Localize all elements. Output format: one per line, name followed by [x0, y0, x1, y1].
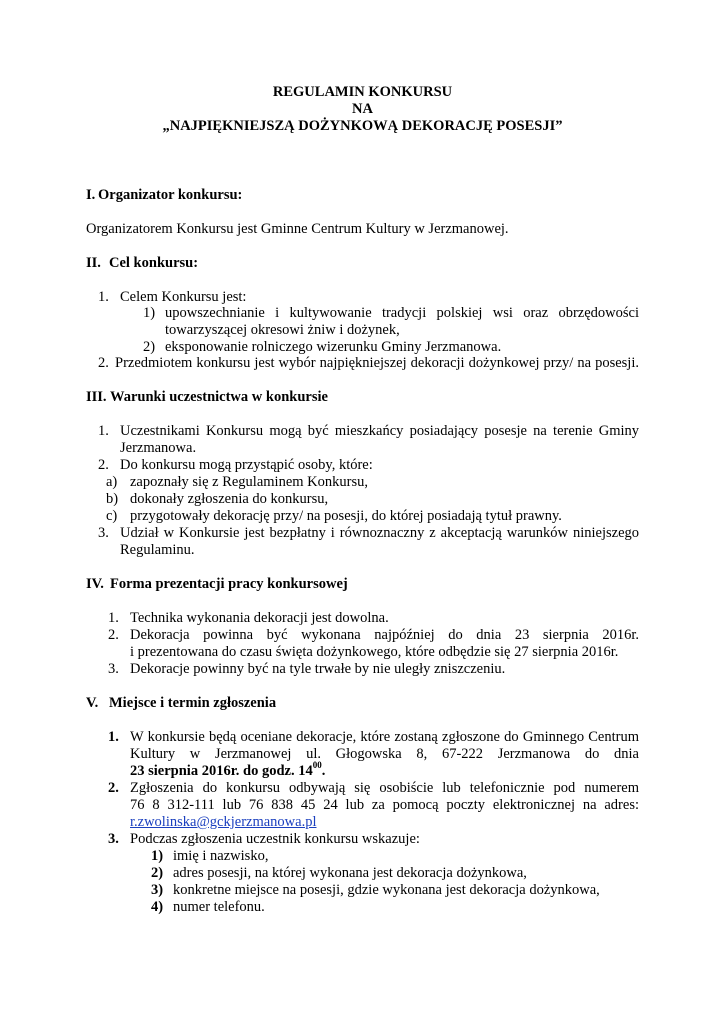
section-5-heading: Miejsce i termin zgłoszenia: [109, 695, 277, 711]
list-number: 1.: [108, 729, 119, 745]
list-number: 2.: [98, 355, 109, 371]
list-item-text: Do konkursu mogą przystąpić osoby, które:: [120, 457, 373, 473]
list-item-text: i prezentowana do czasu święta dożynkowego, które odbędzie się 27 sierpnia 2016r.: [130, 644, 619, 660]
list-item-text: Dekoracje powinny być na tyle trwałe by nie uległy zniszczeniu.: [130, 661, 506, 677]
list-item-text: imię i nazwisko,: [173, 848, 269, 864]
list-letter: b): [106, 491, 119, 507]
list-item-text: Regulaminu.: [120, 542, 195, 558]
list-item-text: W konkursie będą oceniane dekoracje, które zostaną zgłoszone do Gminnego Centrum: [130, 729, 639, 745]
section-5-number: V.: [86, 695, 99, 711]
email-link[interactable]: r.zwolinska@gckjerzmanowa.pl: [130, 814, 317, 830]
list-number: 2): [151, 865, 164, 881]
deadline-text: [130, 760, 326, 780]
list-item-text: Przedmiotem konkursu jest wybór najpiękniejszej dekoracji dożynkowej przy/ na posesji.: [115, 355, 639, 371]
list-item-text: Podczas zgłoszenia uczestnik konkursu wskazuje:: [130, 831, 420, 847]
doc-title-line-1: REGULAMIN KONKURSU: [272, 84, 453, 100]
list-item-text: eksponowanie rolniczego wizerunku Gminy Jerzmanowa.: [165, 339, 502, 355]
section-1-number: I.: [86, 187, 96, 203]
list-item-text: Uczestnikami Konkursu mogą być mieszkańcy posiadający posesje na terenie Gminy: [120, 423, 639, 439]
list-item-text: adres posesji, na której wykonana jest dekoracja dożynkowa,: [173, 865, 527, 881]
list-item-text: Zgłoszenia do konkursu odbywają się osobiście lub telefonicznie pod numerem: [130, 780, 639, 796]
section-2-heading: Cel konkursu:: [109, 255, 199, 271]
section-4-heading: Forma prezentacji pracy konkursowej: [110, 576, 348, 592]
list-item-text: upowszechnianie i kultywowanie tradycji polskiej wsi oraz obrzędowości: [165, 305, 639, 321]
doc-title-line-3: „NAJPIĘKNIEJSZĄ DOŻYNKOWĄ DEKORACJĘ POSESJI”: [162, 118, 563, 134]
list-item-text: Jerzmanowa.: [120, 440, 197, 456]
section-4-number: IV.: [86, 576, 104, 592]
list-number: 3.: [108, 661, 119, 677]
doc-title-line-2: NA: [352, 101, 373, 117]
section-1-heading: Organizator konkursu:: [98, 187, 243, 203]
section-3-number: III.: [86, 389, 107, 405]
list-item-text: Celem Konkursu jest:: [120, 289, 247, 305]
list-number: 3.: [98, 525, 109, 541]
deadline-date: 23 sierpnia 2016r. do godz. 14: [130, 763, 313, 779]
list-number: 4): [151, 899, 164, 915]
list-item-text: dokonały zgłoszenia do konkursu,: [130, 491, 329, 507]
list-number: 2.: [108, 780, 119, 796]
list-number: 3.: [108, 831, 119, 847]
deadline-minutes: 00: [312, 760, 322, 771]
list-item-text: Technika wykonania dekoracji jest dowolna.: [130, 610, 389, 626]
list-item-text: 76 8 312-111 lub 76 838 45 24 lub za pomocą poczty elektronicznej na adres:: [130, 797, 639, 813]
list-item-text: konkretne miejsce na posesji, gdzie wykonana jest dekoracja dożynkowa,: [173, 882, 600, 898]
list-number: 1): [143, 305, 156, 321]
list-item-text: numer telefonu.: [173, 899, 265, 915]
list-number: 1.: [98, 289, 109, 305]
list-number: 1.: [98, 423, 109, 439]
list-item-text: towarzyszącej okresowi żniw i dożynek,: [165, 322, 400, 338]
list-item-text: Dekoracja powinna być wykonana najpóźniej do dnia 23 sierpnia 2016r.: [130, 627, 639, 643]
list-number: 1.: [108, 610, 119, 626]
section-2-number: II.: [86, 255, 101, 271]
list-number: 3): [151, 882, 164, 898]
deadline-period: .: [321, 763, 326, 779]
list-letter: a): [106, 474, 118, 490]
section-1-text: Organizatorem Konkursu jest Gminne Centrum Kultury w Jerzmanowej.: [86, 221, 509, 237]
section-3-heading: Warunki uczestnictwa w konkursie: [110, 389, 328, 405]
list-item-text: Kultury w Jerzmanowej ul. Głogowska 8, 67-222 Jerzmanowa do dnia: [130, 746, 639, 762]
list-number: 2.: [108, 627, 119, 643]
list-number: 2): [143, 339, 156, 355]
list-letter: c): [106, 508, 118, 524]
list-item-text: przygotowały dekorację przy/ na posesji, do której posiadają tytuł prawny.: [130, 508, 562, 524]
list-item-text: zapoznały się z Regulaminem Konkursu,: [130, 474, 368, 490]
list-number: 1): [151, 848, 164, 864]
list-number: 2.: [98, 457, 109, 473]
list-item-text: Udział w Konkursie jest bezpłatny i równoznaczny z akceptacją warunków niniejszego: [120, 525, 639, 541]
